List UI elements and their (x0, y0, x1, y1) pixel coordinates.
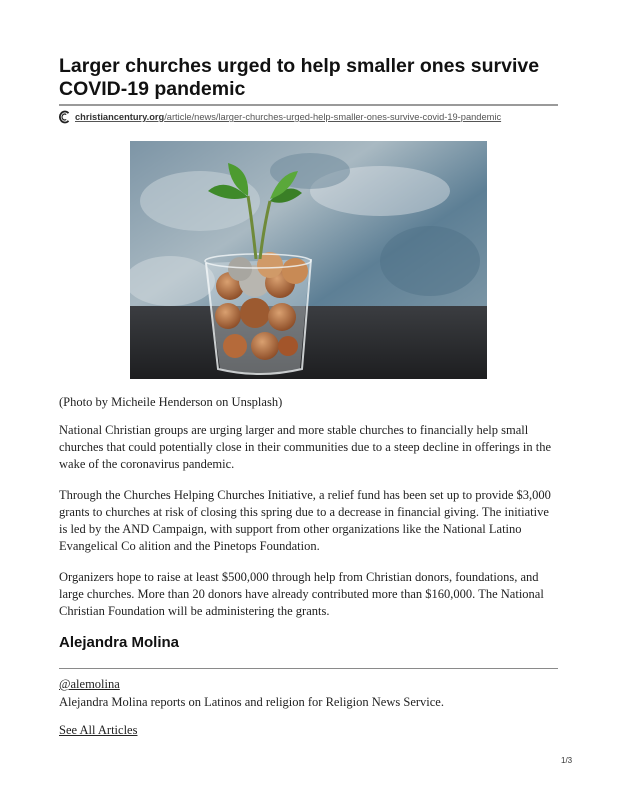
source-url-link[interactable] (75, 112, 501, 122)
author-divider (59, 668, 558, 669)
author-bio: Alejandra Molina reports on Latinos and religion for Religion News Service. (59, 695, 444, 709)
source-path: /article/news/larger-churches-urged-help-smaller-ones-survive-covid-19-pandemic (164, 112, 502, 122)
article-title: Larger churches urged to help smaller ones survive COVID-19 pandemic (59, 55, 540, 100)
author-handle-link[interactable]: @alemolina (59, 677, 120, 691)
title-divider (59, 104, 558, 106)
article-paragraph: Through the Churches Helping Churches Initiative, a relief fund has been set up to provide $3,000 grants to churches at risk of closing this spring due to a decrease in financial giving. The initiative is led by the AND Campaign, with support from other organizations like the National Latino Evangelical Co alition and the Pinetops Foundation. (59, 488, 551, 553)
see-all-articles-link[interactable]: See All Articles (59, 723, 138, 737)
photo-caption: (Photo by Micheile Henderson on Unsplash) (59, 395, 283, 409)
article-paragraph: Organizers hope to raise at least $500,000 through help from Christian donors, foundations, and large churches. More than 20 donors have already contributed more than $160,000. The National Christian Foundation will be administering the grants. (59, 570, 544, 618)
page-number: 1/3 (561, 756, 573, 765)
author-name: Alejandra Molina (59, 634, 180, 651)
christian-century-logo-icon (59, 110, 71, 124)
source-domain: christiancentury.org (75, 112, 165, 122)
article-paragraph: National Christian groups are urging larger and more stable churches to financially help small churches that could potentially close in their communities due to a steep decline in offerings in the wake of the coronavirus pandemic. (59, 423, 551, 471)
article-photo (130, 141, 487, 379)
source-line (59, 110, 501, 124)
